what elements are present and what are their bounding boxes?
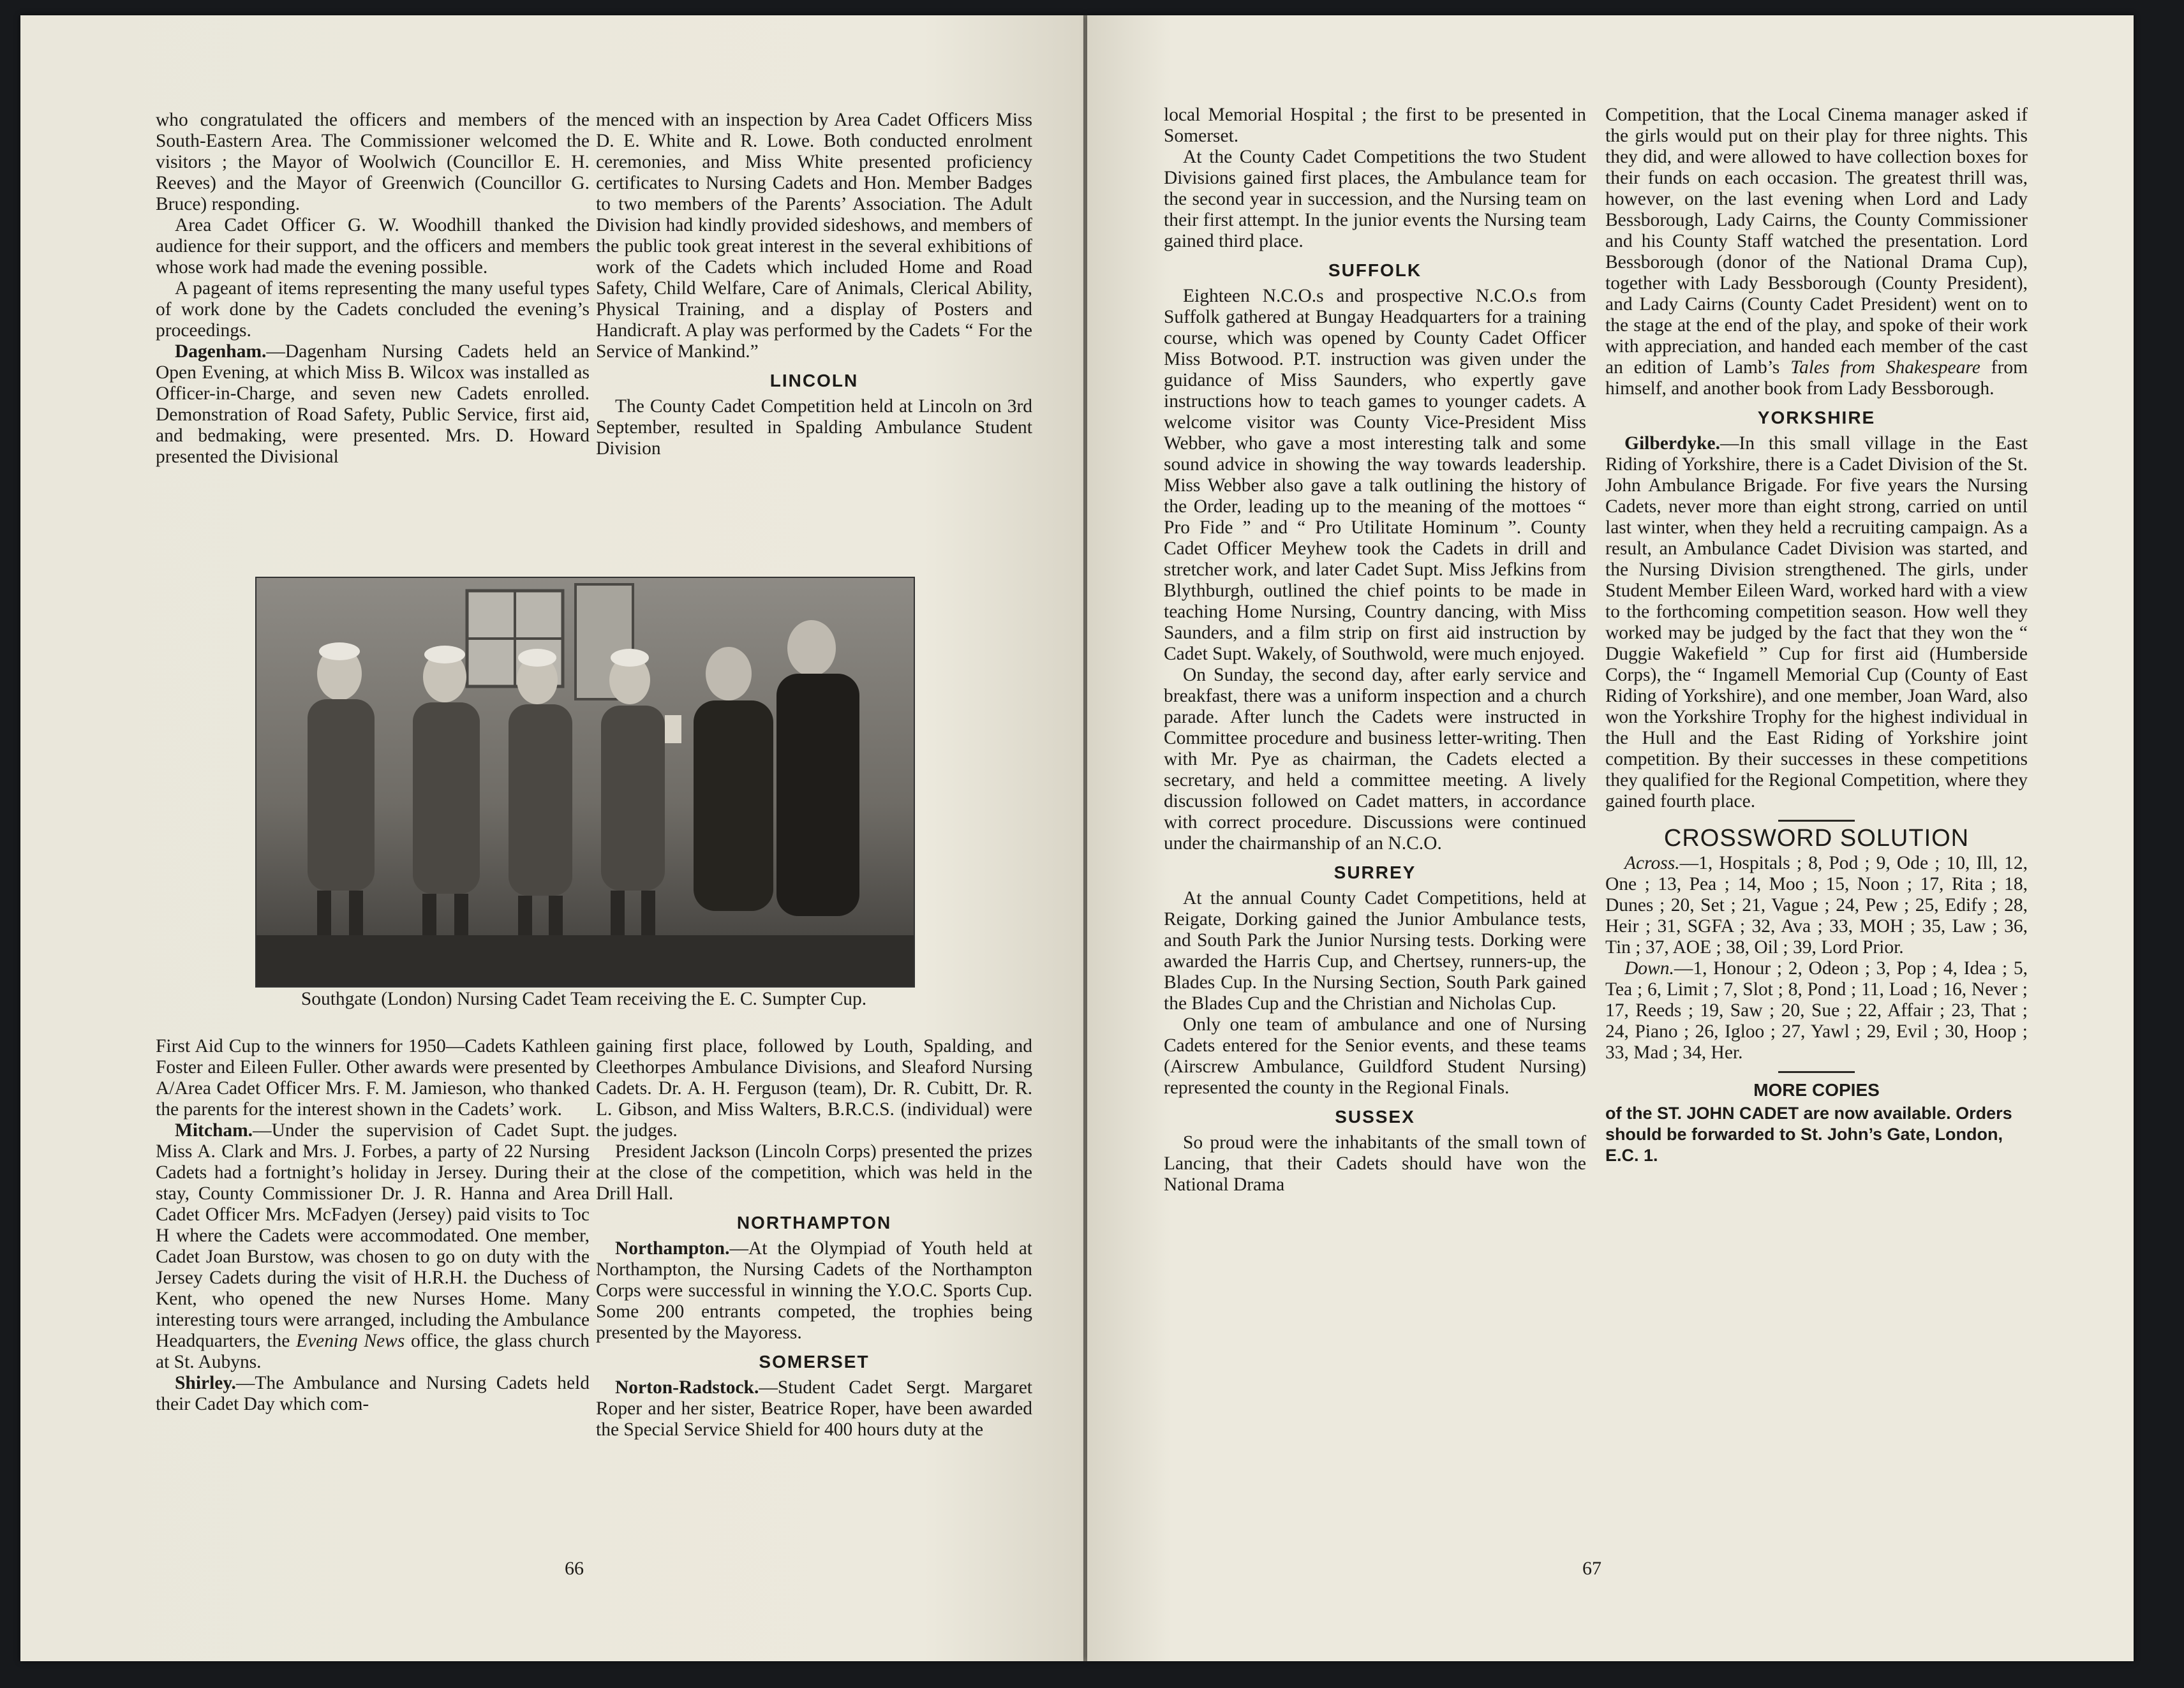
paragraph-text: from himself, and another book from Lady Bessborough. <box>1605 357 2028 399</box>
paragraph <box>1164 286 1586 665</box>
paragraph <box>1164 665 1586 854</box>
photograph-nursing-cadets <box>255 577 915 988</box>
section-heading: SUSSEX <box>1335 1107 1415 1127</box>
left-column-2-top <box>596 110 1032 459</box>
paragraph-lead: Shirley. <box>175 1373 236 1393</box>
paragraph-lead: Northampton. <box>615 1238 730 1259</box>
page-number-left: 66 <box>565 1558 584 1579</box>
more-copies-notice <box>1605 1079 2028 1166</box>
crossword-down <box>1605 958 2028 1063</box>
paragraph-text: —In this small village in the East Riding of Yorkshire, there is a Cadet Division of the St. John Ambulance Brigade. For five years the Nursing Cadets, never more than eight strong, carried on until last winter, when they held a recruiting campaign. As a result, an Ambulance Cadet Division was started, and the Nursing Division strengthened. The girls, under Student Member Eileen Ward, worked hard with a view to the forthcoming competition season. How well they worked may be judged by the fact that they won the “ Duggie Wakefield ” Cup for first aid (Humberside Corps), the “ Ingamell Memorial Cup (County of East Riding of Yorkshire), and one member, Joan Ward, also won the Yorkshire Trophy for the highest individual in the Hull and the East Riding of Yorkshire joint competition. By their successes in these competitions they qualified for the Regional Competition, where they gained fourth place. <box>1605 433 2028 811</box>
paragraph <box>1164 888 1586 1014</box>
paragraph-text: —The Ambulance and Nursing Cadets held their Cadet Day which com- <box>156 1373 590 1414</box>
paragraph-text: On Sunday, the second day, after early service and breakfast, there was a uniform inspection and a church parade. After lunch the Cadets were instructed in Committee procedure and business letter-writing. Then with Mr. Pye as chairman, the Cadets elected a secretary, and held a committee meeting. A lively discussion followed on Cadet matters, in accordance with correct procedure. Discussions were continued under the chairmanship of an N.C.O. <box>1164 665 1586 854</box>
section-heading: LINCOLN <box>769 371 859 390</box>
paragraph <box>1164 1014 1586 1099</box>
paragraph <box>596 1377 1032 1440</box>
paragraph <box>156 278 590 341</box>
photo-caption: Southgate (London) Nursing Cadet Team receiving the E. C. Sumpter Cup. <box>301 989 867 1009</box>
paragraph-text: —Under the supervision of Cadet Supt. Miss A. Clark and Mrs. J. Forbes, a party of 22 Nursing Cadets had a fortnight’s holiday in Jersey. During their stay, County Commissioner Dr. J. R. Hanna and Area Cadet Officer Mrs. McFadyen (Jersey) paid visits to Toc H where the Cadets were accommodated. One member, Cadet Joan Burstow, was chosen to go on duty with the Jersey Cadets during the visit of H.R.H. the Duchess of Kent, who opened the new Nurses Home. Many interesting tours were arranged, including the Ambulance Headquarters, the <box>156 1120 590 1351</box>
paragraph-text: The County Cadet Competition held at Lincoln on 3rd September, resulted in Spalding Ambulance Student Division <box>596 396 1032 459</box>
section-heading: YORKSHIRE <box>1757 408 1876 427</box>
crossword-title: CROSSWORD SOLUTION <box>1663 825 1970 852</box>
italic-title: Tales from Shakespeare <box>1790 357 1980 378</box>
paragraph-text: Competition, that the Local Cinema manager asked if the girls would put on their play for three nights. This they did, and were allowed to have collection boxes for their funds on each occasion. The greatest thrill was, however, on the last evening when Lord and Lady Bessborough, Lady Cairns, the County Commissioner and his County Staff watched the presentation. Lord Bessborough (donor of the National Drama Cup), together with Lady Bessborough (County President), and Lady Cairns (County Cadet President) went on to the stage at the end of the play, and spoke of their work with appreciation, and handed each member of the cast an edition of Lamb’s <box>1605 105 2028 378</box>
paragraph-text: First Aid Cup to the winners for 1950—Cadets Kathleen Foster and Eileen Fuller. Other awards were presented by A/Area Cadet Officer Mrs. F. M. Jamieson, who thanked the parents for the interest shown in the Cadets’ work. <box>156 1036 590 1120</box>
italic-title: Evening News <box>296 1331 405 1351</box>
left-column-1-bottom <box>156 1036 590 1415</box>
section-heading: SURREY <box>1333 863 1416 882</box>
right-column-2 <box>1605 105 2028 1166</box>
across-label: Across. <box>1624 853 1680 873</box>
paragraph-text: —Dagenham Nursing Cadets held an Open Evening, at which Miss B. Wilcox was installed as Officer-in-Charge, and seven new Cadets enrolled. Demonstration of Road Safety, Public Service, first aid, and bedmaking, were presented. Mrs. D. Howard presented the Divisional <box>156 341 590 467</box>
paragraph-text: At the County Cadet Competitions the two Student Divisions gained first places, the Ambulance team for the second year in succession, and the Nursing team on their first attempt. In the junior events the Nursing team gained third place. <box>1164 147 1586 251</box>
paragraph <box>156 1120 590 1373</box>
paragraph-text: Eighteen N.C.O.s and prospective N.C.O.s from Suffolk gathered at Bungay Headquarters for a training course, which was opened by County Cadet Officer Miss Botwood. P.T. instruction was given under the guidance of Miss Saunders, who expertly gave instructions how to teach games to younger cadets. A welcome visitor was County Vice-President Miss Webber, who gave a most interesting talk and some sound advice in showing the way towards leadership. Miss Webber also gave a talk outlining the history of the Order, leading up to the meaning of the mottoes “ Pro Fide ” and “ Pro Utilitate Hominum ”. County Cadet Officer Meyhew took the Cadets in drill and stretcher work, and later Cadet Supt. Miss Jefkins from Blythburgh, outlined the chief points to be made in teaching Home Nursing, Country dancing, with Miss Saunders, and a film strip on first aid instruction by Cadet Supt. Wakely, of Southwold, were much enjoyed. <box>1164 286 1586 664</box>
paragraph-text: So proud were the inhabitants of the small town of Lancing, that their Cadets should have won the National Drama <box>1164 1132 1586 1195</box>
paragraph-lead: Norton-Radstock. <box>615 1377 759 1398</box>
paragraph <box>596 1141 1032 1204</box>
paragraph-text: local Memorial Hospital ; the first to be presented in Somerset. <box>1164 105 1586 146</box>
paragraph-text: Area Cadet Officer G. W. Woodhill thanked the audience for their support, and the officers and members whose work had made the evening possible. <box>156 215 590 278</box>
section-heading: NORTHAMPTON <box>736 1213 892 1233</box>
paragraph <box>156 215 590 278</box>
paragraph <box>596 1238 1032 1344</box>
paragraph-text: —Student Cadet Sergt. Margaret Roper and her sister, Beatrice Roper, have been awarded the Special Service Shield for 400 hours duty at the <box>596 1377 1032 1440</box>
divider-rule <box>1778 820 1855 822</box>
paragraph-text: gaining first place, followed by Louth, Spalding, and Cleethorpes Ambulance Divisions, and Sleaford Nursing Cadets. Dr. A. H. Ferguson (team), Dr. R. Cubitt, Dr. R. L. Gibson, and Miss Walters, B.R.C.S. (individual) were the judges. <box>596 1036 1032 1141</box>
paragraph <box>596 110 1032 362</box>
paragraph-text: Only one team of ambulance and one of Nursing Cadets entered for the Senior events, and these teams (Airscrew Ambulance, Guildford Student Nursing) represented the county in the Regional Finals. <box>1164 1014 1586 1098</box>
paragraph <box>1605 105 2028 399</box>
paragraph-text: office, the glass church at St. Aubyns. <box>156 1331 590 1372</box>
paragraph-lead: Gilberdyke. <box>1624 433 1720 454</box>
paragraph <box>1605 433 2028 812</box>
page-number-right: 67 <box>1582 1558 1601 1579</box>
paragraph <box>156 341 590 468</box>
section-heading: SUFFOLK <box>1328 260 1422 280</box>
paragraph <box>596 396 1032 459</box>
across-answers: —1, Hospitals ; 8, Pod ; 9, Ode ; 10, Ill, 12, One ; 13, Pea ; 14, Moo ; 15, Noon ; 17, Rita ; 18, Dunes ; 20, Set ; 21, Vague ; 24, Pew ; 25, Edify ; 28, Heir ; 31, SGFA ; 32, Ava ; 33, MOH ; 35, Law ; 36, Tin ; 37, AOE ; 38, Oil ; 39, Lord Prior. <box>1605 853 2028 958</box>
down-answers: —1, Honour ; 2, Odeon ; 3, Pop ; 4, Idea ; 5, Tea ; 6, Limit ; 7, Slot ; 8, Pond ; 11, Load ; 16, Never ; 17, Reeds ; 19, Saw ; 20, Sue ; 22, Affair ; 23, That ; 24, Piano ; 26, Igloo ; 27, Yawl ; 29, Evil ; 30, Hoop ; 33, Mad ; 34, Her. <box>1605 958 2028 1063</box>
right-column-1 <box>1164 105 1586 1196</box>
left-column-2-bottom <box>596 1036 1032 1440</box>
paragraph-text: President Jackson (Lincoln Corps) presented the prizes at the close of the competition, which was held in the Drill Hall. <box>596 1141 1032 1204</box>
down-label: Down. <box>1624 958 1674 979</box>
more-copies-text: of the ST. JOHN CADET are now available. Orders should be forwarded to St. John’s Gate, London, E.C. 1. <box>1605 1104 2012 1165</box>
paragraph-text: A pageant of items representing the many useful types of work done by the Cadets concluded the evening’s proceedings. <box>156 278 590 341</box>
paragraph <box>596 1036 1032 1141</box>
paragraph-text: At the annual County Cadet Competitions, held at Reigate, Dorking gained the Junior Ambulance tests, and South Park the Junior Nursing tests. Dorking were awarded the Harris Cup, and Chertsey, runners-up, the Blades Cup. In the Nursing Section, South Park gained the Blades Cup and the Christian and Nicholas Cup. <box>1164 888 1586 1014</box>
paragraph-lead: Dagenham. <box>175 341 267 362</box>
left-page <box>20 15 1083 1661</box>
paragraph <box>1164 147 1586 252</box>
paragraph-text: who congratulated the officers and members of the South-Eastern Area. The Commissioner welcomed the visitors ; the Mayor of Woolwich (Councillor E. H. Reeves) and the Mayor of Greenwich (Councillor G. Bruce) responding. <box>156 110 590 214</box>
paragraph-lead: Mitcham. <box>175 1120 253 1141</box>
divider-rule <box>1778 1071 1855 1073</box>
paragraph <box>1164 1132 1586 1196</box>
paragraph <box>156 1373 590 1415</box>
crossword-across <box>1605 853 2028 958</box>
paragraph <box>1164 105 1586 147</box>
section-heading: SOMERSET <box>759 1352 870 1372</box>
left-column-1-top <box>156 110 590 468</box>
paragraph-text: —At the Olympiad of Youth held at Northampton, the Nursing Cadets of the Northampton Corps were successful in winning the Y.O.C. Sports Cup. Some 200 entrants competed, the trophies being presented by the Mayoress. <box>596 1238 1032 1343</box>
paragraph <box>156 1036 590 1120</box>
paragraph <box>156 110 590 215</box>
paragraph-text: menced with an inspection by Area Cadet Officers Miss D. E. White and R. Lowe. Both conducted enrolment ceremonies, and Miss White presented proficiency certificates to Nursing Cadets and Hon. Member Badges to two members of the Parents’ Association. The Adult Division had kindly provided sideshows, and members of the public took great interest in the several exhibitions of work of the Cadets which included Home and Road Safety, Child Welfare, Care of Animals, Clerical Ability, Physical Training, and a display of Posters and Handicraft. A play was performed by the Cadets “ For the Service of Mankind.” <box>596 110 1032 362</box>
right-page <box>1087 15 2134 1661</box>
more-copies-title: MORE COPIES <box>1753 1080 1880 1100</box>
